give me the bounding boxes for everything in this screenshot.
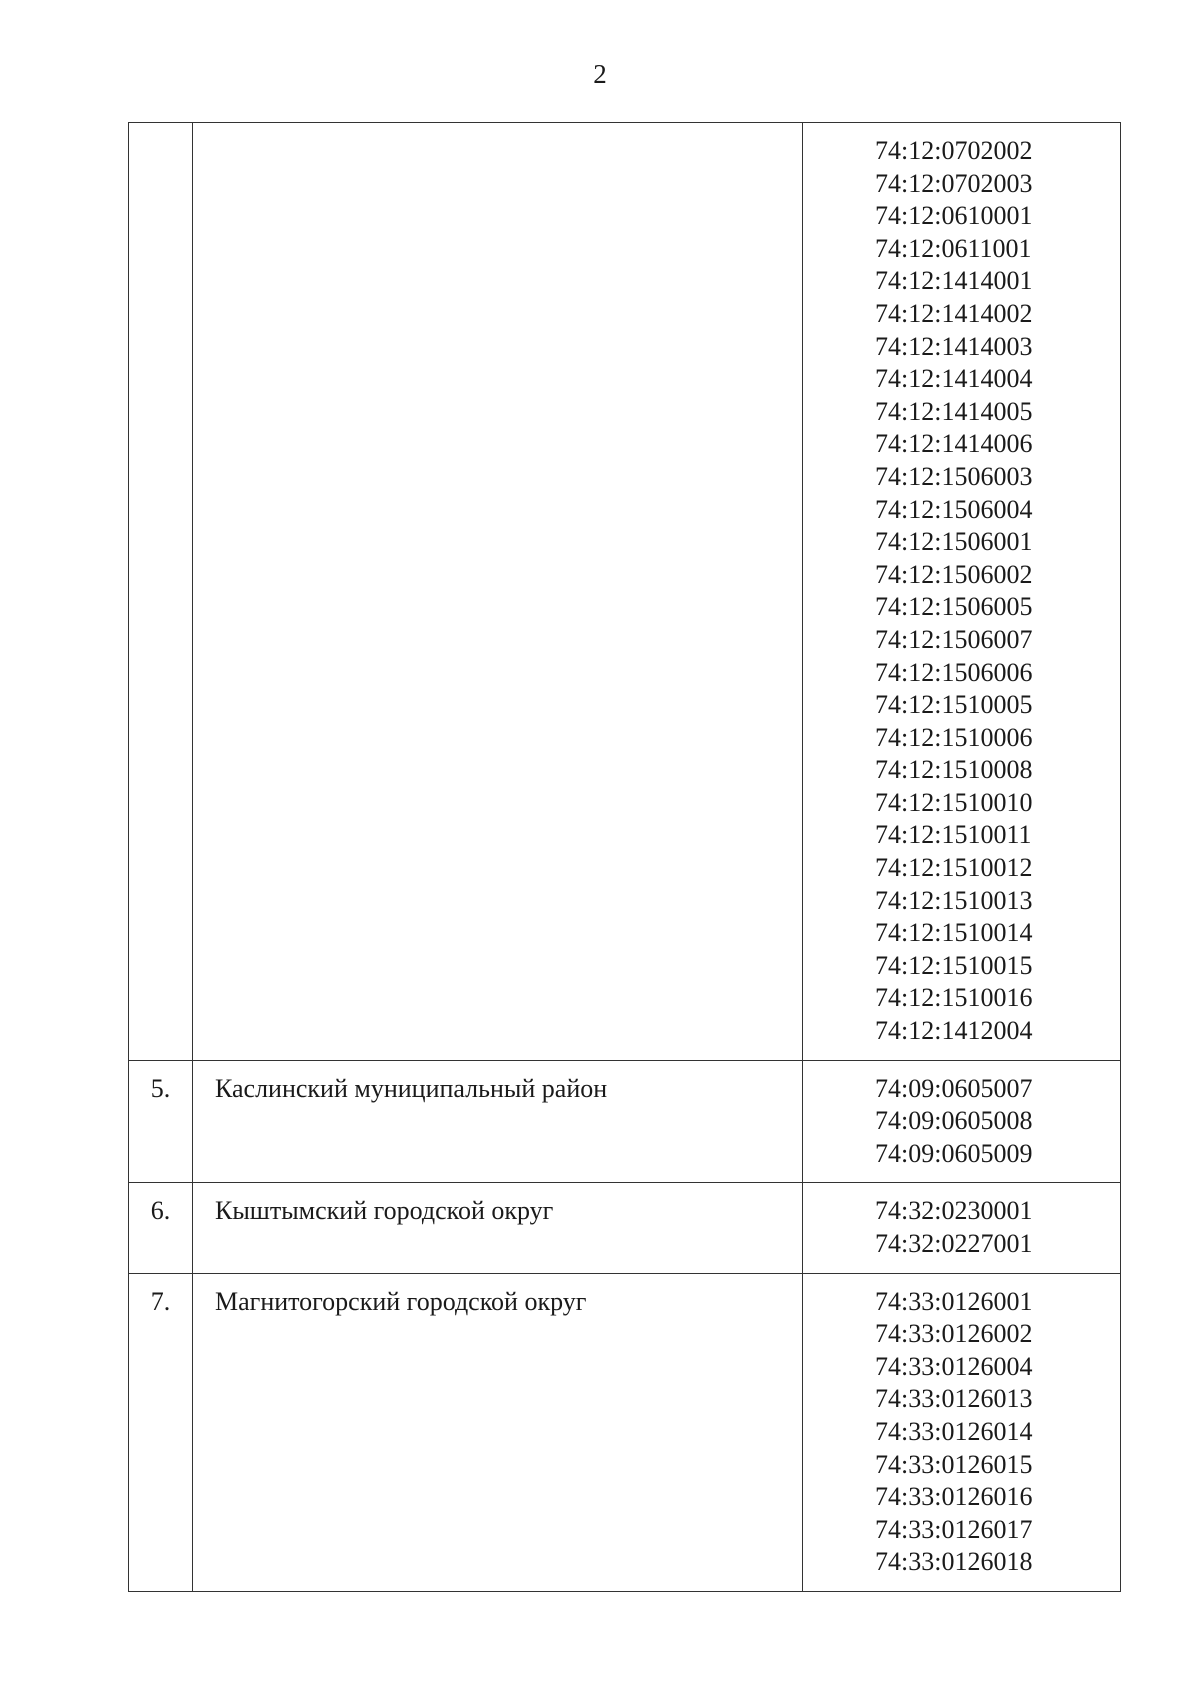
- municipality-name: Кыштымский городской округ: [193, 1183, 803, 1273]
- cadastral-code: 74:12:1412004: [875, 1016, 1033, 1046]
- cadastral-code: 74:12:1414002: [875, 298, 1033, 328]
- cadastral-code: 74:33:0126014: [875, 1416, 1033, 1446]
- table-row: [129, 1183, 1121, 1273]
- municipality-name: Каслинский муниципальный район: [193, 1060, 803, 1183]
- cadastral-code: 74:12:1510011: [875, 820, 1032, 850]
- cadastral-codes: [803, 123, 1121, 1061]
- table-row: [129, 123, 1121, 1061]
- cadastral-code: 74:32:0230001: [875, 1196, 1033, 1226]
- cadastral-code: 74:32:0227001: [875, 1229, 1033, 1258]
- cadastral-code: 74:12:1506004: [875, 494, 1033, 524]
- cadastral-code: 74:33:0126017: [875, 1514, 1033, 1544]
- cadastral-code: 74:33:0126004: [875, 1351, 1033, 1381]
- cadastral-code: 74:33:0126015: [875, 1449, 1033, 1479]
- cadastral-codes: [803, 1273, 1121, 1591]
- cadastral-code: 74:12:0702003: [875, 168, 1033, 198]
- row-number: 6.: [129, 1183, 193, 1273]
- cadastral-codes: [803, 1060, 1121, 1183]
- cadastral-codes: [803, 1183, 1121, 1273]
- cadastral-code: 74:09:0605009: [875, 1138, 1033, 1168]
- table-row: [129, 1060, 1121, 1183]
- cadastral-code: 74:12:1506003: [875, 461, 1033, 491]
- cadastral-code: 74:33:0126016: [875, 1482, 1033, 1512]
- cadastral-code: 74:12:0610001: [875, 201, 1033, 231]
- cadastral-code: 74:12:0611001: [875, 233, 1032, 263]
- municipality-name: [193, 123, 803, 1061]
- cadastral-code: 74:33:0126002: [875, 1319, 1033, 1349]
- cadastral-code: 74:12:1414003: [875, 331, 1033, 361]
- row-number: 7.: [129, 1273, 193, 1591]
- row-number: 5.: [129, 1060, 193, 1183]
- cadastral-code: 74:12:1510010: [875, 787, 1033, 817]
- cadastral-code: 74:12:1506005: [875, 592, 1033, 622]
- cadastral-code: 74:12:1506002: [875, 559, 1033, 589]
- cadastral-code: 74:12:1510015: [875, 950, 1033, 980]
- cadastral-code: 74:12:1414001: [875, 266, 1033, 296]
- cadastral-code: 74:09:0605007: [875, 1073, 1033, 1103]
- cadastral-code: 74:12:1506006: [875, 657, 1033, 687]
- cadastral-code: 74:33:0126001: [875, 1286, 1033, 1316]
- cadastral-code: 74:12:1510006: [875, 722, 1033, 752]
- cadastral-code: 74:12:0702002: [875, 136, 1033, 165]
- municipality-name: Магнитогорский городской округ: [193, 1273, 803, 1591]
- cadastral-code: 74:12:1510005: [875, 690, 1033, 720]
- cadastral-code: 74:12:1510013: [875, 885, 1033, 915]
- cadastral-code: 74:12:1510012: [875, 853, 1033, 883]
- cadastral-code: 74:12:1414004: [875, 364, 1033, 394]
- cadastral-code: 74:12:1506007: [875, 624, 1033, 654]
- cadastral-code: 74:12:1506001: [875, 527, 1033, 557]
- cadastral-code: 74:12:1510008: [875, 755, 1033, 785]
- cadastral-code: 74:33:0126013: [875, 1384, 1033, 1414]
- cadastral-code: 74:12:1510014: [875, 918, 1033, 948]
- cadastral-code: 74:33:0126018: [875, 1547, 1033, 1577]
- cadastral-quarters-table: [128, 122, 1121, 1592]
- cadastral-code: 74:12:1414006: [875, 429, 1033, 459]
- cadastral-code: 74:09:0605008: [875, 1106, 1033, 1136]
- row-number: [129, 123, 193, 1061]
- cadastral-code: 74:12:1414005: [875, 396, 1033, 426]
- table-body: [129, 123, 1121, 1592]
- page-number: 2: [593, 59, 607, 89]
- table-row: [129, 1273, 1121, 1591]
- cadastral-code: 74:12:1510016: [875, 983, 1033, 1013]
